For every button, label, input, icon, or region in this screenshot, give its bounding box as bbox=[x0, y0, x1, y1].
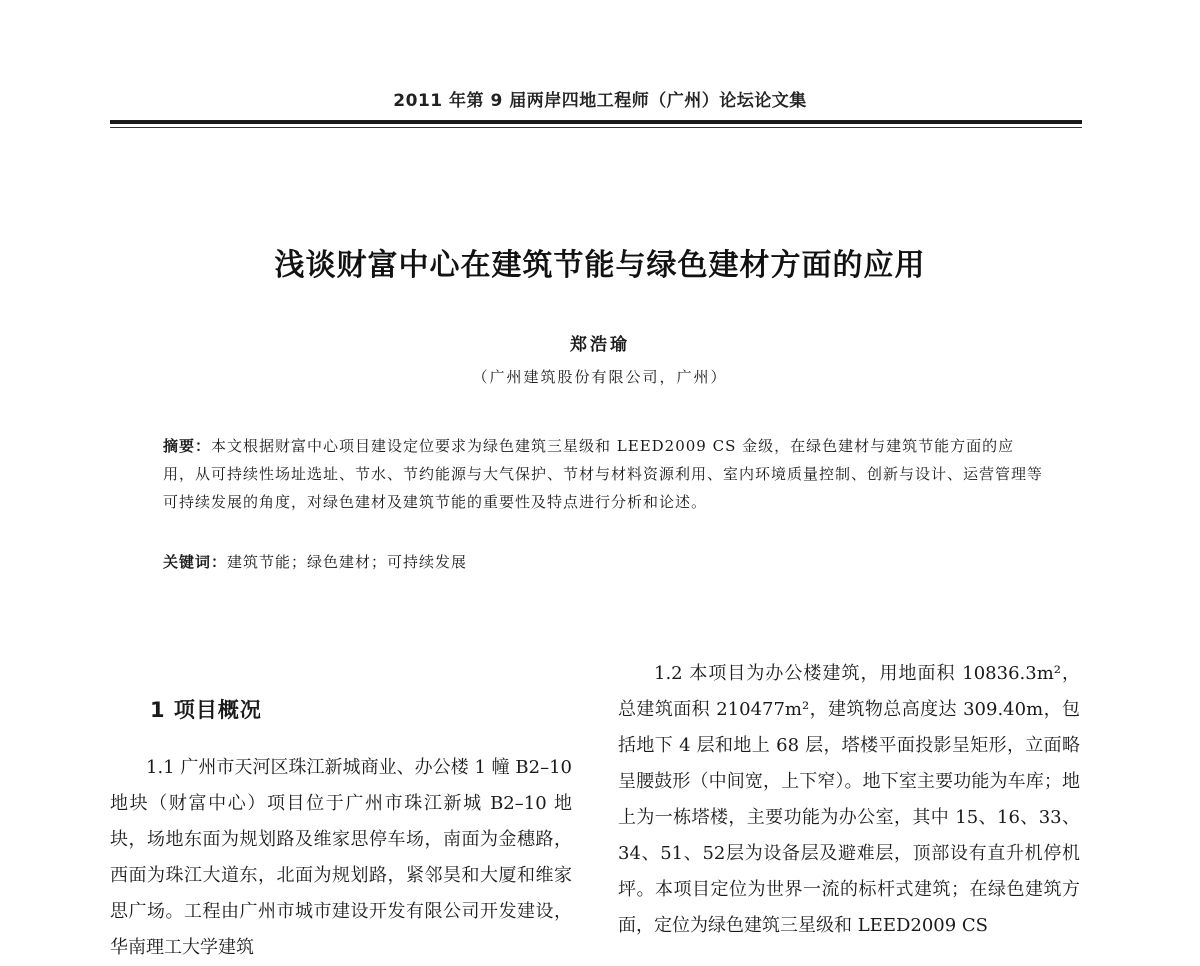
header-rule-thick bbox=[110, 120, 1082, 124]
abstract-label: 摘要： bbox=[163, 437, 212, 455]
left-column bbox=[110, 692, 572, 966]
abstract-text: 本文根据财富中心项目建设定位要求为绿色建筑三星级和 LEED2009 CS 金级，在绿色建材与建筑节能方面的应用，从可持续性场址选址、节水、节约能源与大气保护、节材与材料资源利用、室内环境质量控制、创新与设计、运营管理等可持续发展的角度，对绿色建材及建筑节能的重要性及特点进行分析和论述。 bbox=[163, 437, 1044, 511]
keywords bbox=[163, 548, 1043, 576]
left-paragraph: 1.1 广州市天河区珠江新城商业、办公楼 1 幢 B2–10 地块（财富中心）项目位于广州市珠江新城 B2–10 地块，场地东面为规划路及维家思停车场，南面为金穗路，西面为珠江大道东，北面为规划路，紧邻昊和大厦和维家思广场。工程由广州市城市建设开发有限公司开发建设，华南理工大学建筑 bbox=[110, 757, 572, 958]
keywords-label: 关键词： bbox=[163, 553, 228, 571]
keywords-text: 建筑节能；绿色建材；可持续发展 bbox=[227, 553, 468, 571]
author-affiliation: （广州建筑股份有限公司，广州） bbox=[472, 368, 728, 386]
section-title: 1 项目概况 bbox=[150, 698, 262, 722]
paper-title: 浅谈财富中心在建筑节能与绿色建材方面的应用 bbox=[274, 248, 926, 283]
running-header: 2011 年第 9 届两岸四地工程师（广州）论坛论文集 bbox=[393, 91, 807, 111]
right-column bbox=[618, 656, 1080, 944]
right-paragraph: 1.2 本项目为办公楼建筑，用地面积 10836.3m²，总建筑面积 210477m²，建筑物总高度达 309.40m，包括地下 4 层和地上 68 层，塔楼平面投影呈矩形，立面略呈腰鼓形（中间宽，上下窄）。地下室主要功能为车库；地上为一栋塔楼，主要功能为办公室，其中 15、16、33、34、51、52层为设备层及避难层，顶部设有直升机停机坪。本项目定位为世界一流的标杆式建筑；在绿色建筑方面，定位为绿色建筑三星级和 LEED2009 CS bbox=[618, 663, 1080, 936]
author-name: 郑浩瑜 bbox=[570, 335, 630, 355]
abstract bbox=[163, 432, 1043, 516]
header-rule-thin bbox=[110, 127, 1082, 128]
